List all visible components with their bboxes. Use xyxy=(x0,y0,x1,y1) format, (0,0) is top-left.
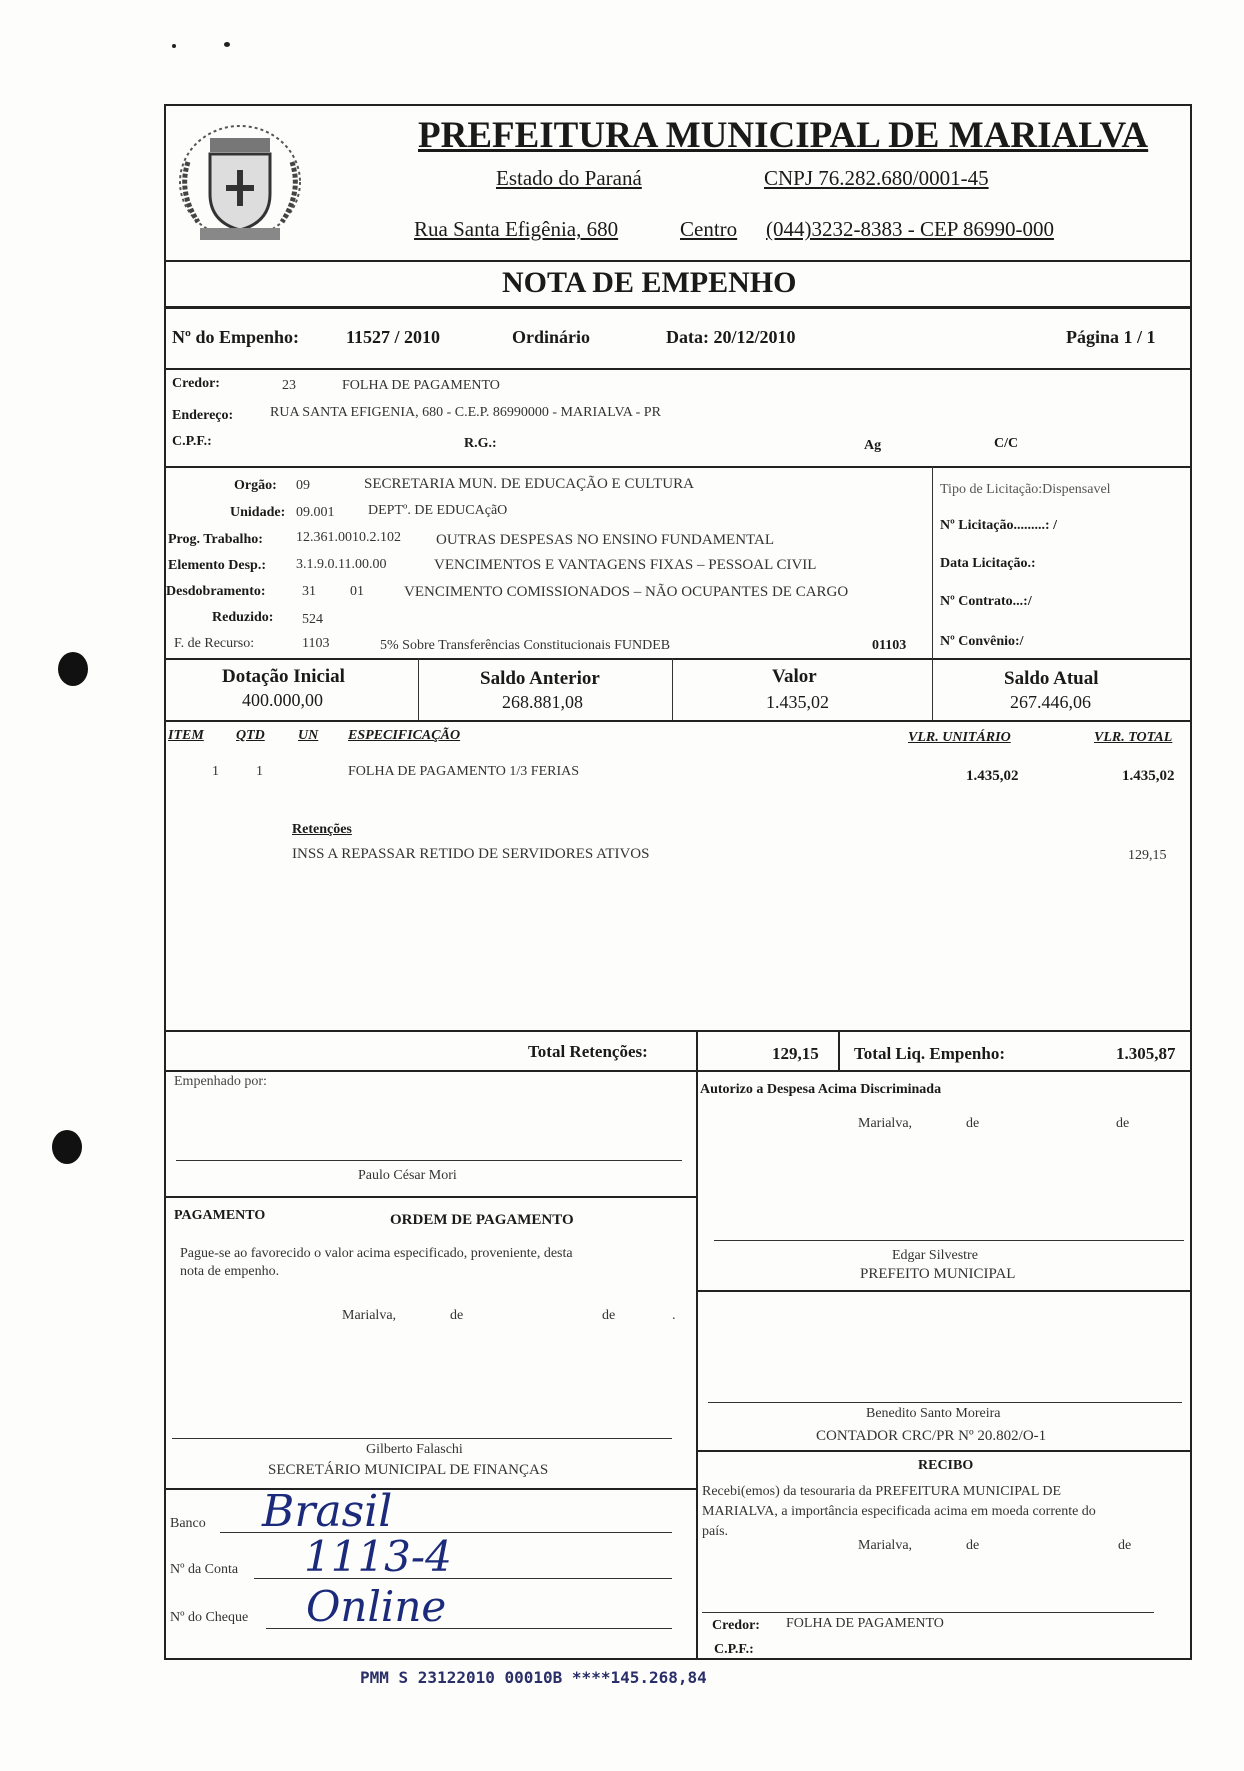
municipal-coat-of-arms-icon xyxy=(170,118,310,248)
unidade-label: Unidade: xyxy=(230,505,286,520)
divider xyxy=(672,658,673,720)
retencao-value: 129,15 xyxy=(1128,848,1167,863)
divider xyxy=(164,466,1192,468)
saldo-atual-value: 267.446,06 xyxy=(1010,692,1091,712)
banco-label: Banco xyxy=(170,1516,206,1531)
recibo-credor-name: FOLHA DE PAGAMENTO xyxy=(786,1616,944,1631)
signature-line xyxy=(176,1160,682,1161)
divider xyxy=(164,260,1192,262)
retencao-description: INSS A REPASSAR RETIDO DE SERVIDORES ATIVOS xyxy=(292,846,650,862)
item-qtd: 1 xyxy=(256,764,263,779)
pagamento-dot: . xyxy=(672,1308,676,1323)
elemento-name: VENCIMENTOS E VANTAGENS FIXAS – PESSOAL CIVIL xyxy=(434,557,817,573)
recibo-de-1: de xyxy=(966,1538,980,1553)
pagamento-label: PAGAMENTO xyxy=(174,1208,266,1223)
secretario-role: SECRETÁRIO MUNICIPAL DE FINANÇAS xyxy=(268,1462,549,1478)
recibo-credor-label: Credor: xyxy=(712,1618,760,1633)
punch-hole-top xyxy=(58,652,88,686)
address-field-label: Endereço: xyxy=(172,408,234,423)
saldo-anterior-value: 268.881,08 xyxy=(502,692,583,712)
divider xyxy=(932,658,933,720)
punch-hole-bottom xyxy=(52,1130,82,1164)
recibo-text-3: país. xyxy=(702,1524,729,1539)
empenho-date: Data: 20/12/2010 xyxy=(666,327,796,347)
recibo-title: RECIBO xyxy=(918,1458,974,1473)
recibo-text-1: Recebi(emos) da tesouraria da PREFEITURA MUNICIPAL DE xyxy=(702,1484,1062,1499)
unidade-name: DEPTº. DE EDUCAçãO xyxy=(368,503,508,518)
elemento-code: 3.1.9.0.11.00.00 xyxy=(296,557,387,572)
item-vlr-unitario: 1.435,02 xyxy=(966,768,1019,784)
divider xyxy=(164,306,1192,309)
recibo-place: Marialva, xyxy=(858,1538,913,1553)
empenhado-label: Empenhado por: xyxy=(174,1074,267,1089)
pagamento-de-1: de xyxy=(450,1308,464,1323)
address-label: Rua Santa Efigênia, 680 xyxy=(414,217,619,241)
autorizo-title: Autorizo a Despesa Acima Discriminada xyxy=(700,1082,942,1097)
autorizo-de-2: de xyxy=(1116,1116,1130,1131)
cpf-label: C.P.F.: xyxy=(172,434,212,449)
empenho-type: Ordinário xyxy=(512,327,591,347)
contador-name: Benedito Santo Moreira xyxy=(866,1406,1001,1421)
recurso-code-2: 01103 xyxy=(872,638,907,653)
secretario-name: Gilberto Falaschi xyxy=(366,1442,463,1457)
ordem-pagamento-title: ORDEM DE PAGAMENTO xyxy=(390,1212,574,1228)
cheque-value: Online xyxy=(306,1582,447,1631)
credor-code: 23 xyxy=(282,378,296,393)
divider xyxy=(696,1030,698,1070)
contador-role: CONTADOR CRC/PR Nº 20.802/O-1 xyxy=(816,1428,1047,1444)
column-header-qtd: QTD xyxy=(236,728,265,743)
orgao-code: 09 xyxy=(296,478,310,493)
empenho-number-label: Nº do Empenho: xyxy=(172,327,299,347)
rg-label: R.G.: xyxy=(464,436,497,451)
recibo-cpf-label: C.P.F.: xyxy=(714,1642,754,1657)
column-header-especificacao: ESPECIFICAÇÃO xyxy=(348,728,461,743)
orgao-label: Orgão: xyxy=(234,478,277,493)
desdobramento-sub: 01 xyxy=(350,584,364,599)
state-label: Estado do Paraná xyxy=(496,166,642,190)
cnpj-label: CNPJ 76.282.680/0001-45 xyxy=(764,166,989,190)
divider xyxy=(164,368,1192,370)
valor-value: 1.435,02 xyxy=(766,692,829,712)
divider xyxy=(164,1488,696,1490)
divider xyxy=(838,1030,840,1070)
retencoes-title: Retenções xyxy=(292,822,352,837)
prog-trabalho-name: OUTRAS DESPESAS NO ENSINO FUNDAMENTAL xyxy=(436,532,774,548)
data-licitacao: Data Licitação.: xyxy=(940,556,1036,571)
unidade-code: 09.001 xyxy=(296,505,335,520)
signature-line xyxy=(172,1438,672,1439)
pagamento-text-1: Pague-se ao favorecido o valor acima especificado, proveniente, desta xyxy=(180,1246,573,1261)
prefeito-role: PREFEITO MUNICIPAL xyxy=(860,1266,1016,1282)
total-liquido-value: 1.305,87 xyxy=(1116,1044,1176,1063)
prefeito-name: Edgar Silvestre xyxy=(892,1248,978,1263)
prefeitura-title: PREFEITURA MUNICIPAL DE MARIALVA xyxy=(418,115,1149,156)
page-number: Página 1 / 1 xyxy=(1066,327,1156,347)
stray-mark xyxy=(224,42,230,47)
num-contrato: Nº Contrato...:/ xyxy=(940,594,1032,609)
agency-label: Ag xyxy=(864,438,882,453)
item-especificacao: FOLHA DE PAGAMENTO 1/3 FERIAS xyxy=(348,764,580,779)
recurso-name: 5% Sobre Transferências Constitucionais FUNDEB xyxy=(380,638,671,653)
empenhado-name: Paulo César Mori xyxy=(358,1168,457,1183)
column-header-item: ITEM xyxy=(168,728,204,743)
autorizo-de-1: de xyxy=(966,1116,980,1131)
document-title: NOTA DE EMPENHO xyxy=(502,266,797,299)
signature-line xyxy=(708,1402,1182,1403)
credor-label: Credor: xyxy=(172,376,220,391)
pagamento-text-2: nota de empenho. xyxy=(180,1264,280,1279)
divider xyxy=(696,1290,1192,1292)
saldo-atual-label: Saldo Atual xyxy=(1004,668,1099,689)
item-vlr-total: 1.435,02 xyxy=(1122,768,1175,784)
dotacao-value: 400.000,00 xyxy=(242,690,323,710)
divider xyxy=(932,466,933,658)
authentication-code: PMM S 23122010 00010B ****145.268,84 xyxy=(360,1668,707,1687)
divider xyxy=(164,658,1192,660)
recibo-text-2: MARIALVA, a importância especificada acima em moeda corrente do xyxy=(702,1504,1096,1519)
phone-cep-label: (044)3232-8383 - CEP 86990-000 xyxy=(766,217,1054,241)
tipo-licitacao: Tipo de Licitação:Dispensavel xyxy=(940,482,1111,497)
prog-trabalho-code: 12.361.0010.2.102 xyxy=(296,530,401,545)
divider xyxy=(164,720,1192,722)
column-header-un: UN xyxy=(298,728,319,743)
valor-label: Valor xyxy=(772,666,817,687)
pagamento-de-2: de xyxy=(602,1308,616,1323)
banco-value: Brasil xyxy=(262,1486,393,1537)
stray-mark xyxy=(172,44,176,48)
desdobramento-code: 31 xyxy=(302,584,316,599)
column-header-vlr-total: VLR. TOTAL xyxy=(1094,730,1173,745)
empenho-number: 11527 / 2010 xyxy=(346,327,441,347)
elemento-label: Elemento Desp.: xyxy=(168,558,266,573)
desdobramento-name: VENCIMENTO COMISSIONADOS – NÃO OCUPANTES DE CARGO xyxy=(404,584,849,600)
autorizo-place: Marialva, xyxy=(858,1116,913,1131)
recurso-label: F. de Recurso: xyxy=(174,636,255,651)
divider xyxy=(164,1070,1192,1072)
divider xyxy=(696,1450,1192,1452)
pagamento-place: Marialva, xyxy=(342,1308,397,1323)
conta-label: Nº da Conta xyxy=(170,1562,239,1577)
total-liquido-label: Total Liq. Empenho: xyxy=(854,1044,1005,1063)
total-retencoes-label: Total Retenções: xyxy=(528,1042,648,1061)
dotacao-label: Dotação Inicial xyxy=(222,666,345,687)
saldo-anterior-label: Saldo Anterior xyxy=(480,668,600,689)
account-label: C/C xyxy=(994,436,1019,451)
divider xyxy=(418,658,419,720)
reduzido-label: Reduzido: xyxy=(212,610,274,625)
desdobramento-label: Desdobramento: xyxy=(166,584,266,599)
column-header-vlr-unitario: VLR. UNITÁRIO xyxy=(908,730,1011,745)
cheque-label: Nº do Cheque xyxy=(170,1610,249,1625)
signature-line xyxy=(702,1612,1154,1613)
divider xyxy=(696,1070,698,1660)
total-retencoes-value: 129,15 xyxy=(772,1044,819,1063)
credor-address: RUA SANTA EFIGENIA, 680 - C.E.P. 86990000 - MARIALVA - PR xyxy=(270,405,661,420)
credor-name: FOLHA DE PAGAMENTO xyxy=(342,378,500,393)
reduzido-code: 524 xyxy=(302,612,323,627)
divider xyxy=(164,1196,696,1198)
recibo-de-2: de xyxy=(1118,1538,1132,1553)
orgao-name: SECRETARIA MUN. DE EDUCAÇÃO E CULTURA xyxy=(364,476,694,492)
prog-trabalho-label: Prog. Trabalho: xyxy=(168,532,263,547)
district-label: Centro xyxy=(680,217,738,241)
divider xyxy=(164,1030,1192,1032)
num-convenio: Nº Convênio:/ xyxy=(940,634,1024,649)
num-licitacao: Nº Licitação.........: / xyxy=(940,518,1057,533)
conta-value: 1113-4 xyxy=(304,1532,452,1581)
item-number: 1 xyxy=(212,764,219,779)
signature-line xyxy=(714,1240,1184,1241)
recurso-code: 1103 xyxy=(302,636,330,651)
